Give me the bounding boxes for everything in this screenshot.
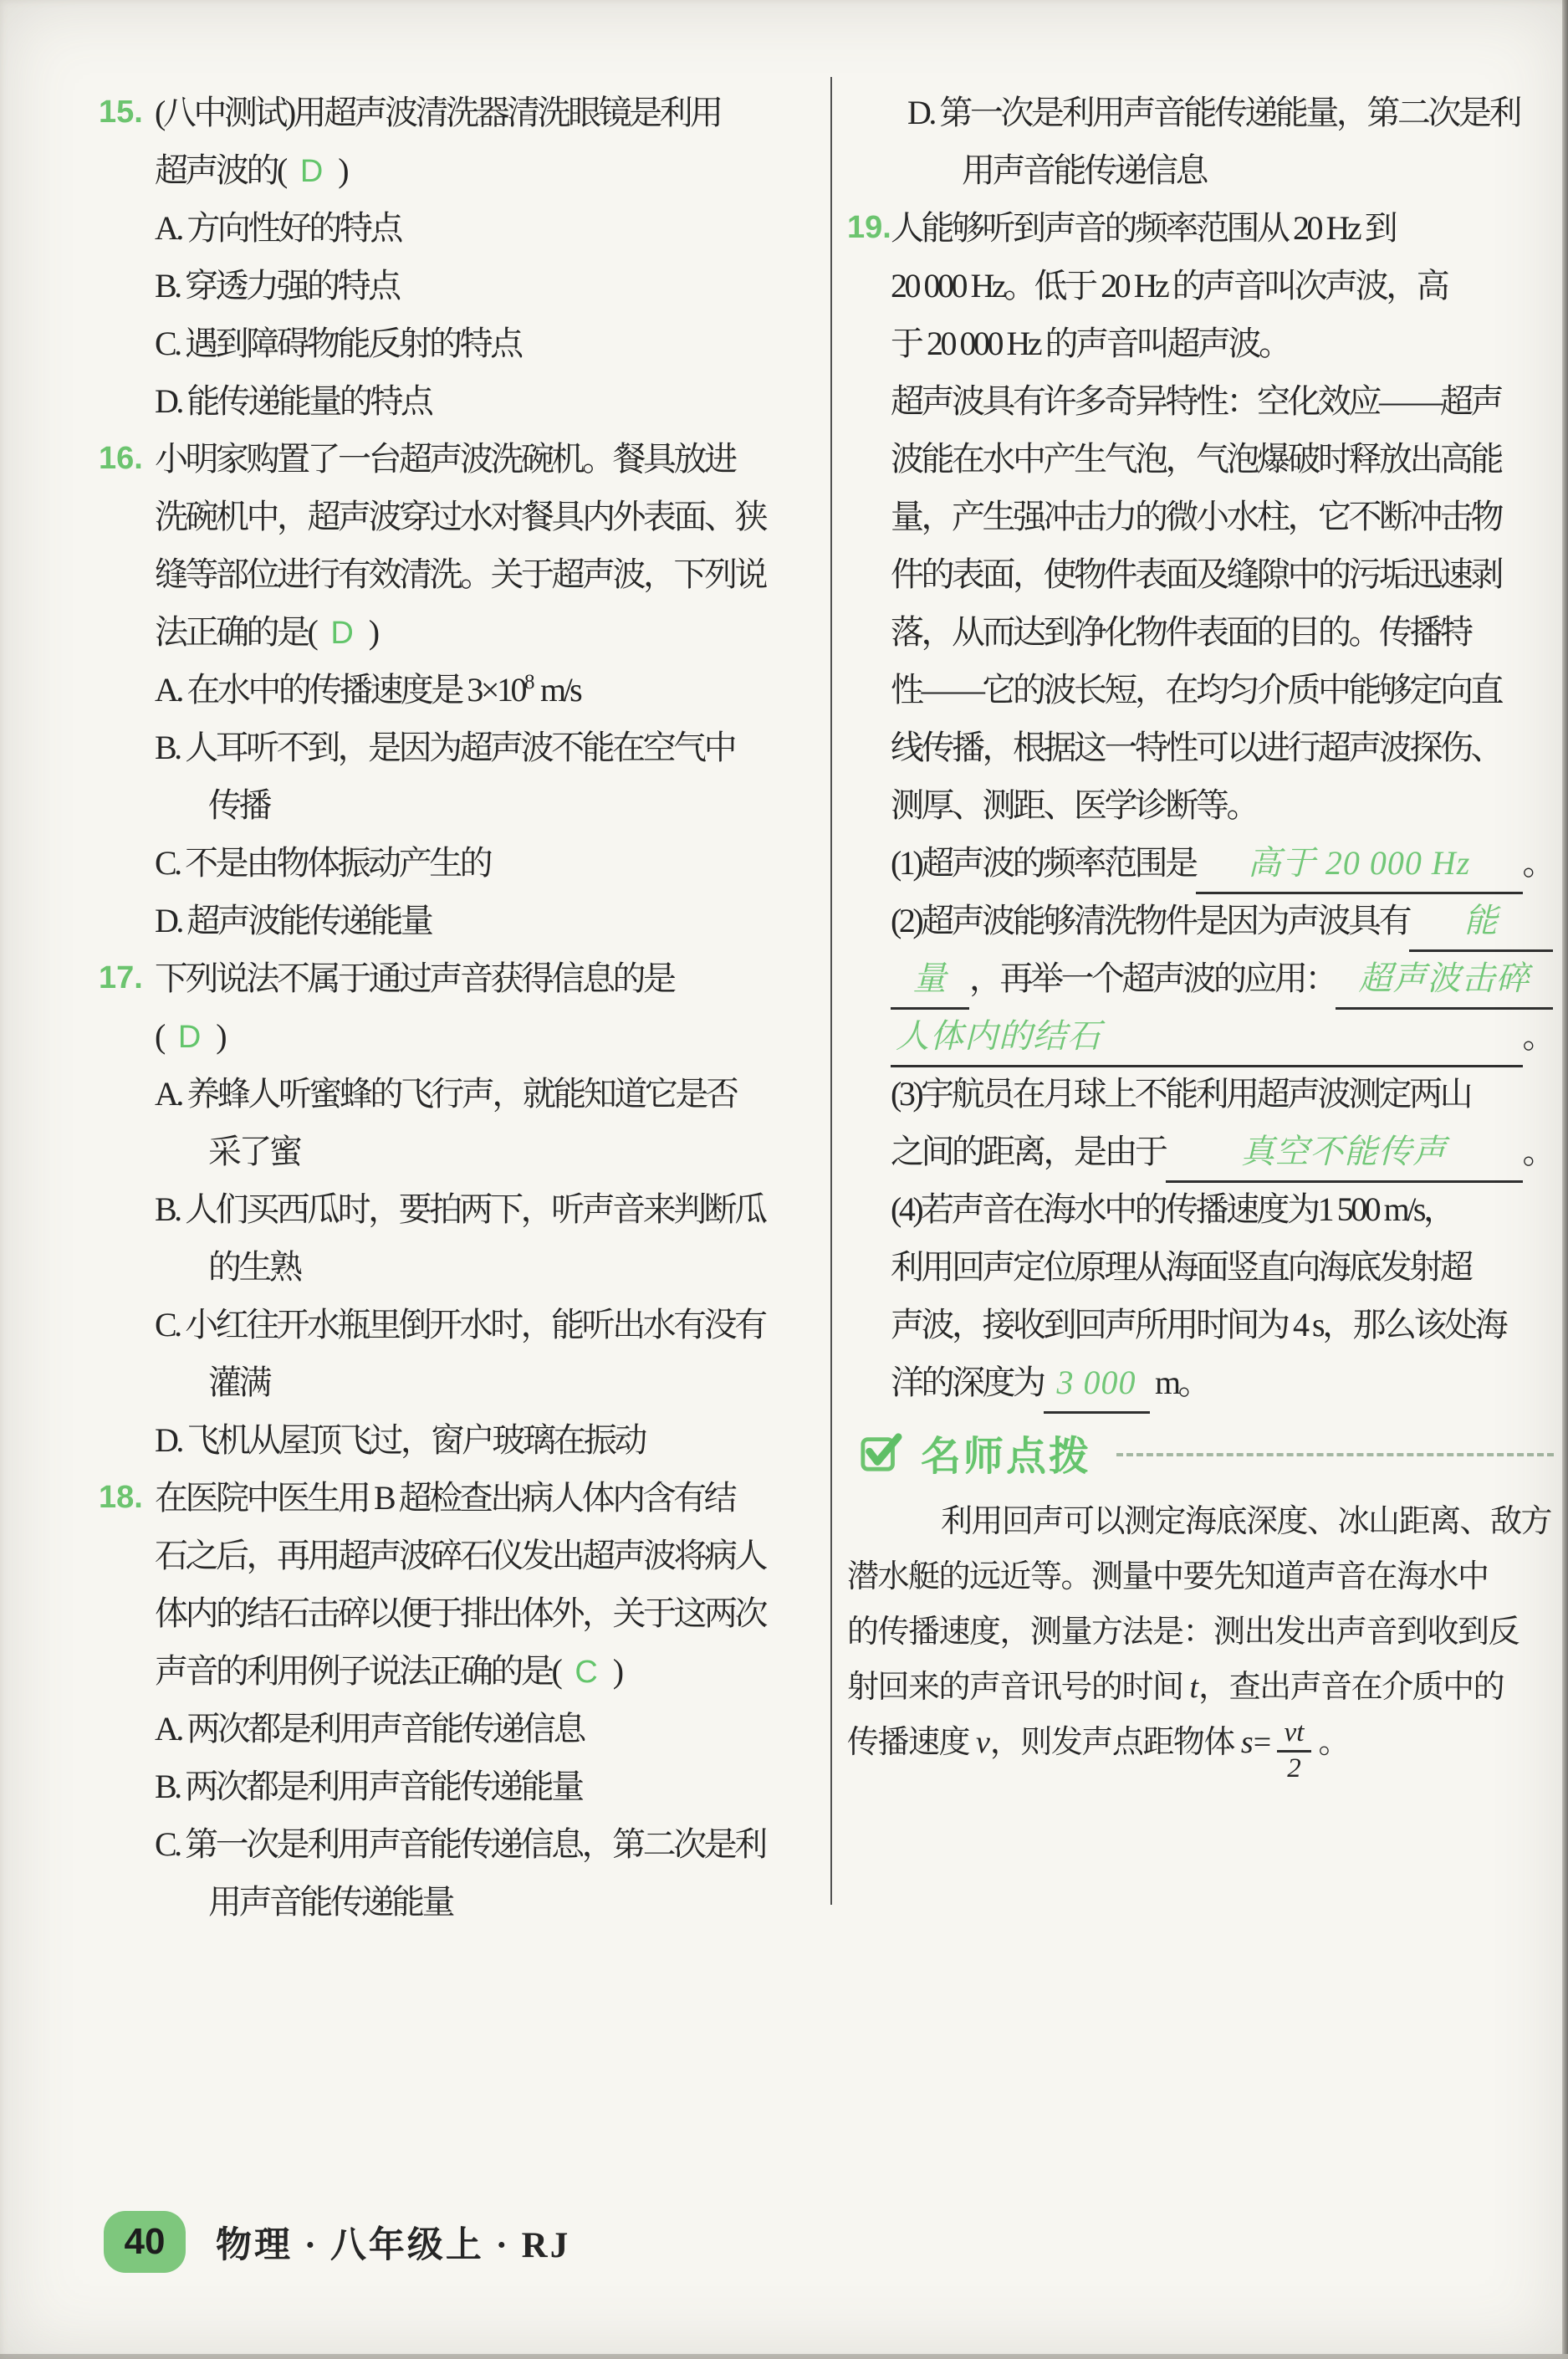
text-line: [155, 1527, 803, 1584]
text: A. 在水中的传播速度是 3×10: [155, 671, 524, 709]
answer-letter: D: [177, 1020, 202, 1055]
answer-letter: C: [575, 1655, 598, 1690]
text-line: [891, 1180, 1553, 1238]
text: (八中测试)用超声波清洗器清洗眼镜是利用: [155, 94, 721, 131]
math-variable: v: [976, 1725, 990, 1760]
text: 件的表面，使物件表面及缝隙中的污垢迅速剥: [891, 555, 1501, 593]
text: 的传播速度，测量方法是：测出发出声音到收到反: [847, 1614, 1519, 1650]
text: 。: [1522, 1133, 1553, 1170]
text: 之间的距离，是由于: [891, 1133, 1166, 1170]
text-line: [155, 1758, 803, 1815]
text-line: [891, 315, 1553, 372]
text: ): [338, 151, 347, 189]
text: 。: [1522, 844, 1553, 882]
text-line: [891, 603, 1553, 661]
tips-header: [861, 1422, 1554, 1482]
text: 人能够听到声音的频率范围从 20 Hz 到: [891, 209, 1396, 247]
text-line: [99, 949, 803, 1007]
question-number: 18.: [99, 1480, 143, 1515]
text-line: [155, 257, 803, 315]
page-edge-shadow: [1562, 0, 1568, 2359]
text-line: [847, 1715, 1554, 1783]
text: 下列说法不属于通过声音获得信息的是: [155, 959, 674, 997]
text: m。: [1149, 1364, 1209, 1401]
text-line: [891, 141, 1553, 199]
text-line: [891, 372, 1553, 430]
text-line: [891, 84, 1553, 141]
text: m/s: [534, 671, 580, 709]
dashed-divider: [1116, 1453, 1554, 1456]
text-line: [155, 315, 803, 372]
text: D. 能传递能量的特点: [155, 382, 432, 420]
text-line: [155, 1238, 803, 1296]
checkbox-check-icon: [861, 1431, 902, 1473]
text: D. 飞机从屋顶飞过，窗户玻璃在振动: [155, 1421, 645, 1459]
text: 潜水艇的远近等。测量中要先知道声音在海水中: [847, 1559, 1489, 1594]
text-line: [155, 1815, 803, 1873]
text-line: [891, 430, 1553, 488]
text: 用声音能传递能量: [208, 1883, 452, 1921]
tips-title: 名师点拨: [921, 1434, 1092, 1479]
text: 声波，接收到回声所用时间为 4 s，那么该处海: [891, 1306, 1506, 1343]
right-column: [847, 84, 1553, 1411]
text: ，则发声点距物体: [989, 1725, 1241, 1760]
question-number: 16.: [99, 441, 143, 476]
text: 传播速度: [847, 1725, 977, 1760]
teacher-tips-section: [847, 1422, 1554, 1783]
text: (2)超声波能够清洗物件是因为声波具有: [891, 902, 1410, 939]
text-line: [155, 199, 803, 257]
text: ，再举一个超声波的应用：: [969, 959, 1336, 997]
footer-label: 物理 · 八年级上 · RJ: [216, 2225, 571, 2265]
text-line: [891, 545, 1553, 603]
text-line: [155, 603, 803, 661]
text-line: [891, 1007, 1553, 1065]
page-bottom-edge: [0, 2354, 1568, 2359]
text-line: [891, 949, 1553, 1007]
text: 性——它的波长短，在均匀介质中能够定向直: [891, 671, 1501, 709]
text: B. 人耳听不到，是因为超声波不能在空气中: [155, 729, 735, 766]
text-line: [891, 257, 1553, 315]
text-line: [99, 1469, 803, 1527]
text-line: [847, 1494, 1554, 1549]
text: C. 不是由物体振动产生的: [155, 844, 491, 882]
answer-letter: D: [330, 616, 354, 651]
question-number: 19.: [847, 210, 891, 245]
text: B. 人们买西瓜时，要拍两下，听声音来判断瓜: [155, 1190, 765, 1228]
fill-in-answer: 高于 20 000 Hz: [1196, 834, 1523, 894]
fill-in-answer: 3 000: [1044, 1353, 1150, 1414]
text: 于 20 000 Hz 的声音叫超声波。: [891, 325, 1290, 362]
text: 测厚、测距、医学诊断等。: [891, 786, 1257, 824]
text-line: [155, 1642, 803, 1700]
page-number-badge: 40: [104, 2211, 186, 2273]
text: 。: [1522, 1017, 1553, 1055]
text: 超声波具有许多奇异特性：空化效应——超声: [891, 382, 1501, 420]
text-line: [155, 1180, 803, 1238]
text-line: [847, 1549, 1554, 1604]
fill-in-answer: 真空不能传声: [1166, 1123, 1523, 1183]
fill-in-answer: 能: [1409, 892, 1553, 952]
fill-in-answer: 超声波击碎: [1336, 949, 1553, 1010]
text: ): [368, 613, 377, 651]
text-line: [155, 1065, 803, 1123]
text: 量，产生强冲击力的微小水柱，它不断冲击物: [891, 498, 1501, 535]
text-line: [155, 1584, 803, 1642]
text-line: [847, 1660, 1554, 1715]
text-line: [891, 1065, 1553, 1123]
text: A. 两次都是利用声音能传递信息: [155, 1710, 584, 1748]
text-line: [155, 545, 803, 603]
text: D. 第一次是利用声音能传递能量，第二次是利: [907, 94, 1519, 131]
text: 传播: [208, 786, 269, 824]
text-line: [891, 1123, 1553, 1180]
text: C. 第一次是利用声音能传递信息，第二次是利: [155, 1825, 765, 1863]
page-footer: [104, 2211, 570, 2273]
text-line: [155, 488, 803, 545]
text: C. 遇到障碍物能反射的特点: [155, 325, 521, 362]
text: 灌满: [208, 1364, 269, 1401]
text: 石之后，再用超声波碎石仪发出超声波将病人: [155, 1537, 765, 1574]
text: (: [155, 1017, 163, 1055]
text: 缝等部位进行有效清洗。关于超声波，下列说: [155, 555, 765, 593]
text: 洗碗机中，超声波穿过水对餐具内外表面、狭: [155, 498, 765, 535]
column-divider: [830, 77, 832, 1905]
text: 洋的深度为: [891, 1364, 1044, 1401]
text-line: [891, 892, 1553, 949]
text-line: [891, 776, 1553, 834]
text: 采了蜜: [208, 1133, 300, 1170]
superscript: 8: [524, 671, 535, 693]
text: (1)超声波的频率范围是: [891, 844, 1196, 882]
text-line: [155, 141, 803, 199]
text: B. 穿透力强的特点: [155, 267, 399, 304]
question-number: 17.: [99, 960, 143, 995]
text-line: [155, 1411, 803, 1469]
text-line: [847, 1604, 1554, 1660]
text: 超声波的(: [155, 151, 285, 189]
text-line: [891, 1238, 1553, 1296]
tips-body: [847, 1494, 1554, 1783]
text: D. 超声波能传递能量: [155, 902, 432, 939]
math-variable: t: [1189, 1670, 1199, 1705]
text-line: [99, 84, 803, 141]
text: 的生熟: [208, 1248, 300, 1286]
text-line: [155, 1873, 803, 1931]
text: A. 养蜂人听蜜蜂的飞行声，就能知道它是否: [155, 1075, 737, 1113]
text-line: [891, 1353, 1553, 1411]
text-line: [155, 1123, 803, 1180]
text-line: [155, 1007, 803, 1065]
text: 声音的利用例子说法正确的是(: [155, 1652, 560, 1690]
text-line: [155, 1353, 803, 1411]
text-line: [155, 719, 803, 776]
text: 利用回声可以测定海底深度、冰山距离、敌方: [941, 1504, 1552, 1539]
question-number: 15.: [99, 95, 143, 130]
text: 体内的结石击碎以便于排出体外，关于这两次: [155, 1594, 765, 1632]
text: B. 两次都是利用声音能传递能量: [155, 1768, 582, 1805]
text: 射回来的声音讯号的时间: [847, 1670, 1190, 1705]
text: 小明家购置了一台超声波洗碗机。餐具放进: [155, 440, 735, 478]
text-line: [891, 719, 1553, 776]
text: (3)宇航员在月球上不能利用超声波测定两山: [891, 1075, 1471, 1113]
text-line: [891, 488, 1553, 545]
text: 法正确的是(: [155, 613, 316, 651]
left-column: [99, 84, 803, 1931]
text: 利用回声定位原理从海面竖直向海底发射超: [891, 1248, 1471, 1286]
fraction: $\frac{vt}{2}$: [1277, 1717, 1312, 1785]
text: ): [612, 1652, 621, 1690]
text: 波能在水中产生气泡，气泡爆破时释放出高能: [891, 440, 1501, 478]
text: (4)若声音在海水中的传播速度为1 500 m/s，: [891, 1190, 1454, 1228]
text-line: [155, 1700, 803, 1758]
text-line: [99, 430, 803, 488]
text-line: [155, 834, 803, 892]
text: ): [216, 1017, 225, 1055]
text: 。: [1318, 1725, 1349, 1760]
text-line: [891, 834, 1553, 892]
text: 在医院中医生用 B 超检查出病人体内含有结: [155, 1479, 735, 1517]
text: 20 000 Hz。低于 20 Hz 的声音叫次声波，高: [891, 267, 1448, 304]
text: ，查出声音在介质中的: [1198, 1670, 1504, 1705]
text: A. 方向性好的特点: [155, 209, 401, 247]
text-line: [155, 661, 803, 719]
text: 落，从而达到净化物件表面的目的。传播特: [891, 613, 1471, 651]
text-line: [155, 892, 803, 949]
text-line: [155, 776, 803, 834]
text: 用声音能传递信息: [962, 151, 1206, 189]
math-variable: s: [1240, 1725, 1254, 1760]
text-line: [155, 1296, 803, 1353]
text: 线传播，根据这一特性可以进行超声波探伤、: [891, 729, 1501, 766]
fill-in-answer: 量: [891, 949, 969, 1010]
text-line: [891, 661, 1553, 719]
answer-letter: D: [299, 154, 324, 189]
fill-in-answer: 人体内的结石: [891, 1007, 1523, 1067]
text: C. 小红往开水瓶里倒开水时，能听出水有没有: [155, 1306, 765, 1343]
text-line: [891, 1296, 1553, 1353]
text-line: [155, 372, 803, 430]
text-line: [847, 199, 1553, 257]
text: =: [1253, 1725, 1270, 1760]
